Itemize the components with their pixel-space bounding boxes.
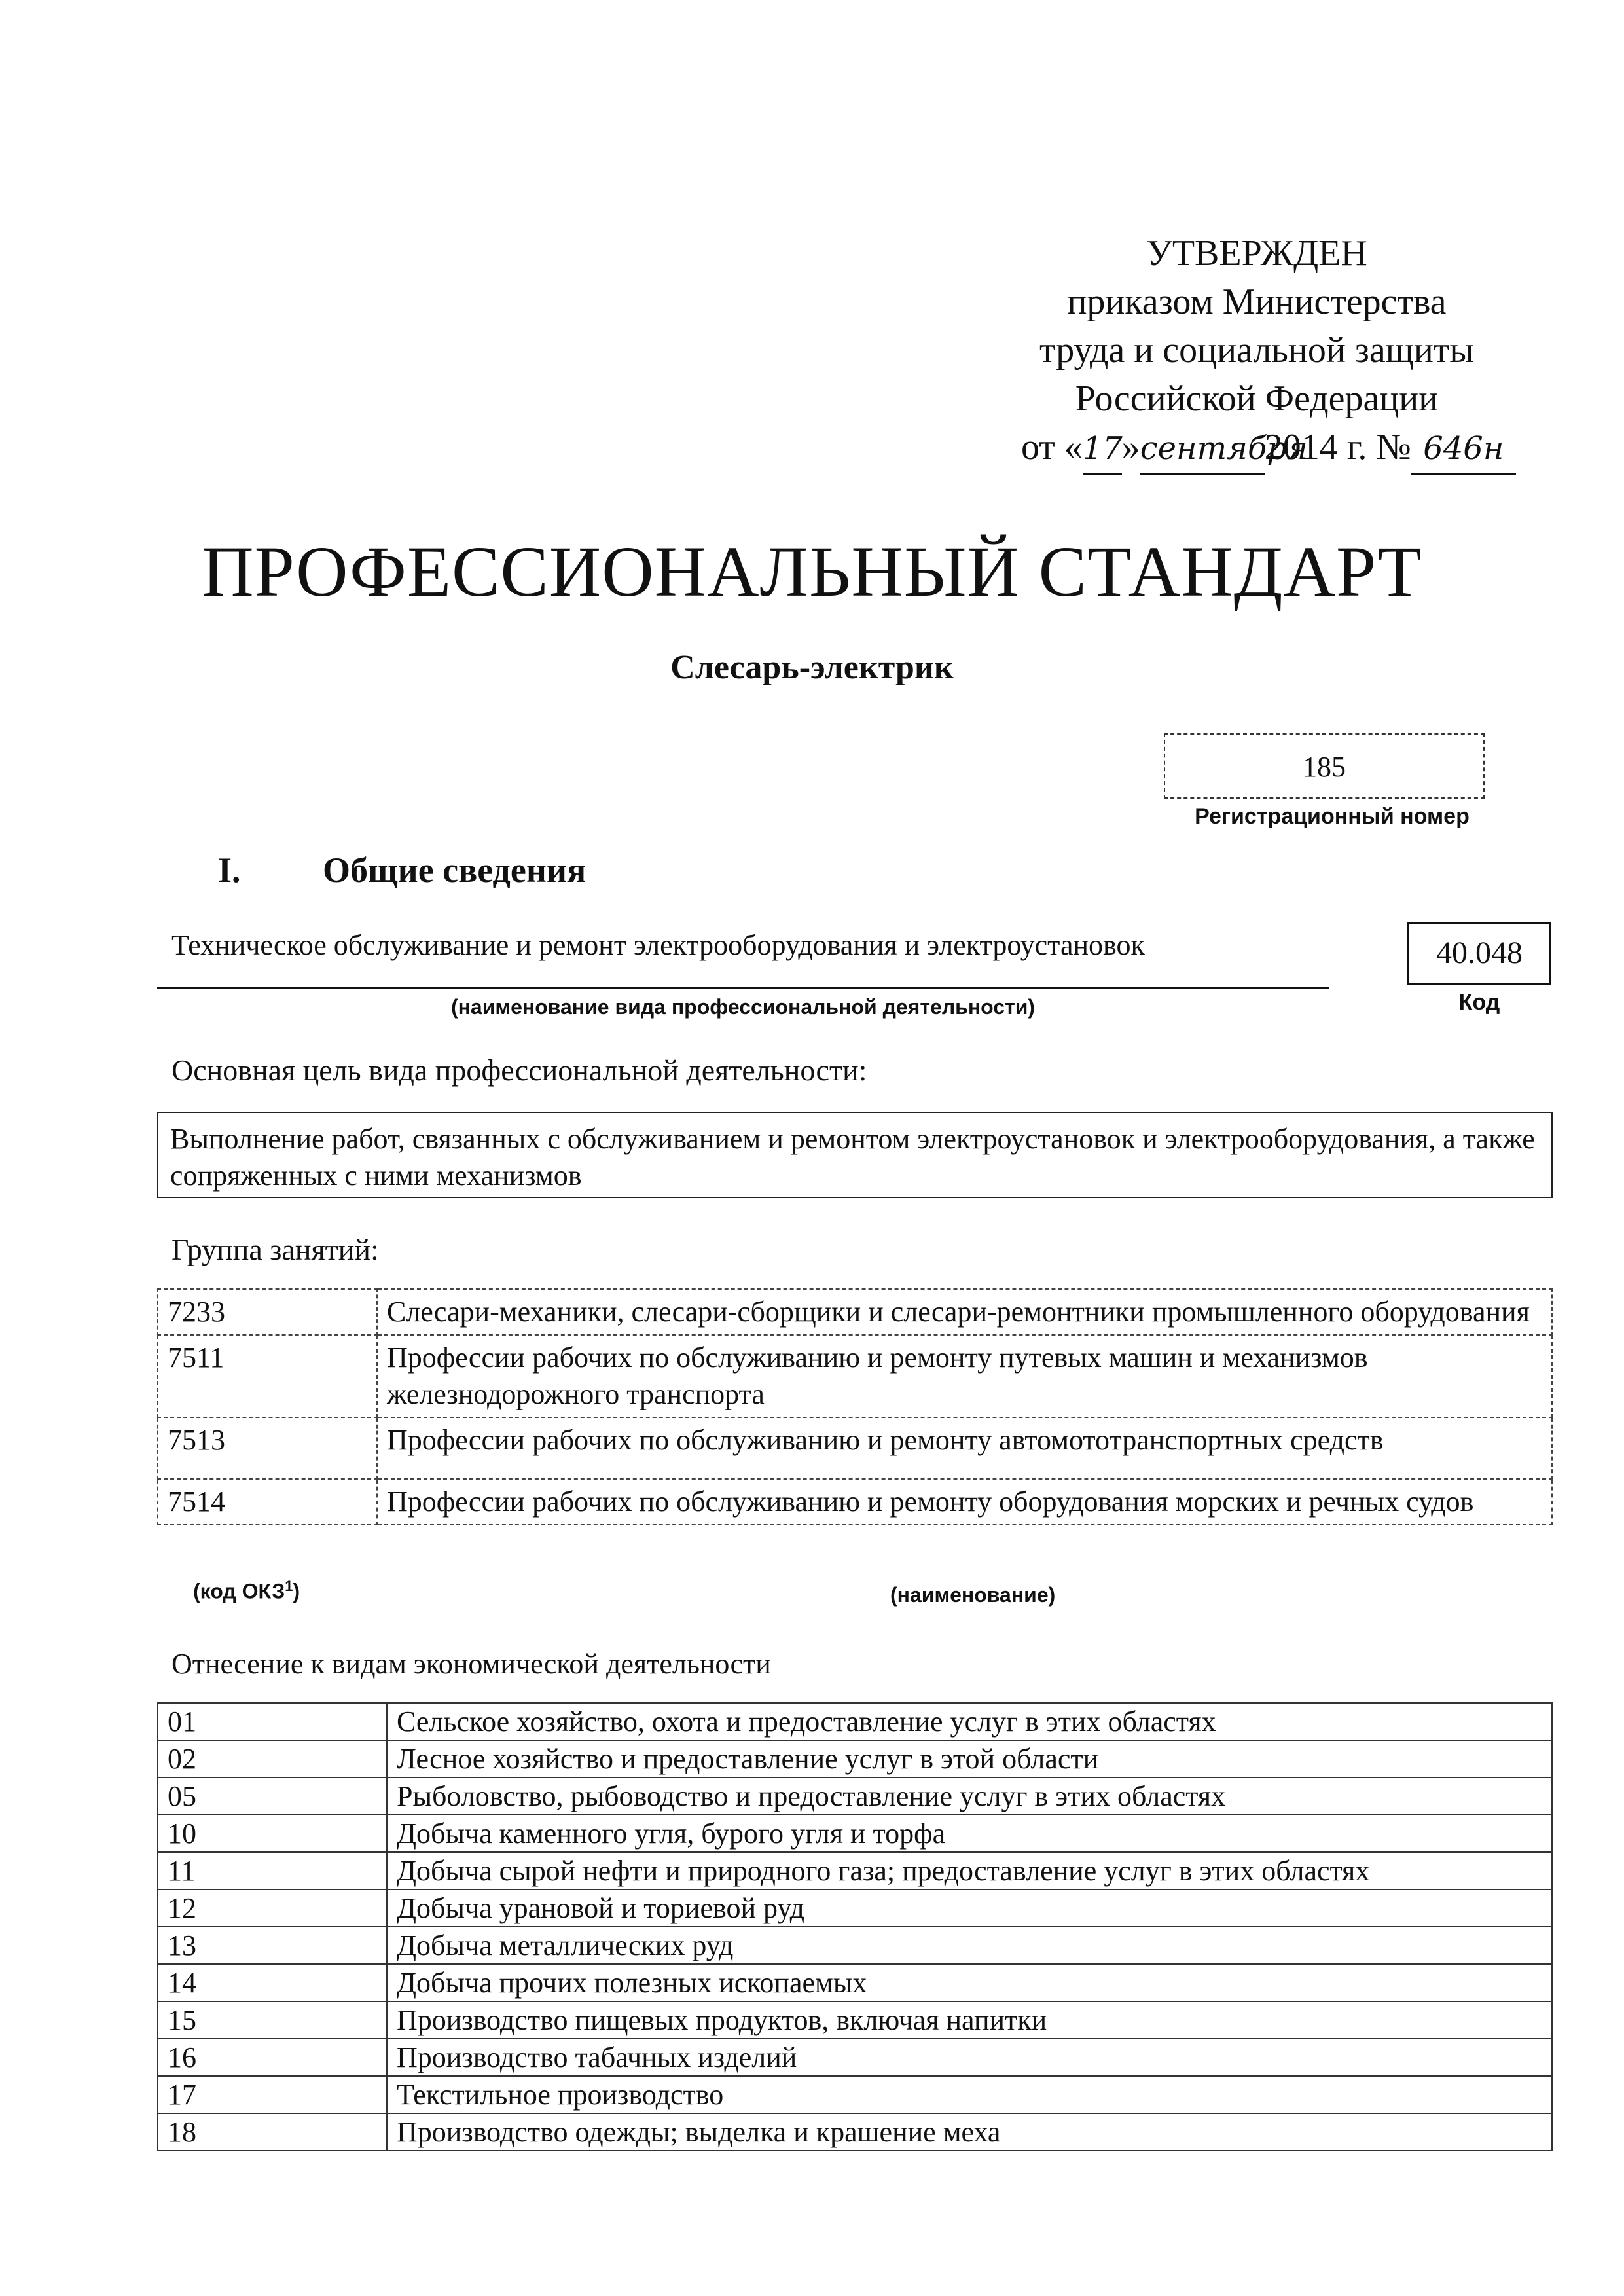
okved-name: Добыча урановой и ториевой руд [387, 1889, 1552, 1927]
okved-code: 05 [158, 1777, 387, 1815]
okved-code: 14 [158, 1964, 387, 2001]
registration-number-label: Регистрационный номер [1195, 804, 1470, 829]
occupation-code: 7514 [158, 1479, 377, 1525]
approval-line-1: УТВЕРЖДЕН [1146, 233, 1367, 274]
table-row [158, 1889, 1552, 1927]
table-row [158, 2076, 1552, 2113]
date-mid: » [1121, 427, 1140, 467]
table-row [158, 1815, 1552, 1852]
table-row [158, 2113, 1552, 2151]
profession-name: Слесарь-электрик [670, 649, 954, 686]
okved-code: 02 [158, 1740, 387, 1777]
okved-name: Рыболовство, рыбоводство и предоставление услуг в этих областях [387, 1777, 1552, 1815]
table-row [158, 1703, 1552, 1740]
okved-code: 18 [158, 2113, 387, 2151]
occupation-name-caption: (наименование) [890, 1583, 1056, 1607]
occupation-code-caption-text: (код ОКЗ [193, 1579, 285, 1603]
okved-code: 01 [158, 1703, 387, 1740]
approval-block [1021, 229, 1504, 475]
okved-code: 10 [158, 1815, 387, 1852]
goal-label: Основная цель вида профессиональной деятельности: [171, 1053, 867, 1087]
okved-code: 11 [158, 1852, 387, 1889]
table-row [158, 2039, 1552, 2076]
occupation-name: Слесари-механики, слесари-сборщики и слесари-ремонтники промышленного оборудования [377, 1289, 1552, 1335]
table-row [158, 1417, 1552, 1479]
section-title: Общие сведения [323, 850, 586, 890]
okved-code: 17 [158, 2076, 387, 2113]
date-month-handwritten: сентября [1140, 424, 1265, 475]
okved-name: Лесное хозяйство и предоставление услуг в этой области [387, 1740, 1552, 1777]
occupation-code: 7513 [158, 1417, 377, 1479]
table-row [158, 1927, 1552, 1964]
activity-caption: (наименование вида профессиональной деятельности) [450, 995, 1036, 1019]
okved-name: Производство одежды; выделка и крашение меха [387, 2113, 1552, 2151]
okved-code: 13 [158, 1927, 387, 1964]
approval-line-2: приказом Министерства [1067, 282, 1447, 322]
okved-name: Добыча сырой нефти и природного газа; предоставление услуг в этих областях [387, 1852, 1552, 1889]
table-row [158, 1740, 1552, 1777]
activity-code-box: 40.048 [1407, 922, 1551, 985]
occupation-name: Профессии рабочих по обслуживанию и ремонту автомототранспортных средств [377, 1417, 1552, 1479]
occupation-code: 7511 [158, 1335, 377, 1417]
occupation-code-caption [193, 1578, 300, 1604]
table-row [158, 1335, 1552, 1417]
okved-code: 12 [158, 1889, 387, 1927]
occupation-code-caption-end: ) [293, 1579, 300, 1603]
table-row [158, 1777, 1552, 1815]
activity-code-label: Код [1458, 990, 1500, 1015]
occupation-table [157, 1288, 1553, 1525]
approval-line-4: Российской Федерации [1075, 378, 1439, 419]
table-row [158, 1852, 1552, 1889]
table-row [158, 1964, 1552, 2001]
okved-name: Производство табачных изделий [387, 2039, 1552, 2076]
date-day-handwritten: 17 [1083, 424, 1122, 475]
table-row [158, 1479, 1552, 1525]
okved-code: 16 [158, 2039, 387, 2076]
okved-name: Текстильное производство [387, 2076, 1552, 2113]
occupation-code: 7233 [158, 1289, 377, 1335]
occupation-name: Профессии рабочих по обслуживанию и ремонту путевых машин и механизмов железнодорожного транспорта [377, 1335, 1552, 1417]
occupation-name: Профессии рабочих по обслуживанию и ремонту оборудования морских и речных судов [377, 1479, 1552, 1525]
order-number-handwritten: 646н [1411, 424, 1516, 475]
okved-name: Добыча металлических руд [387, 1927, 1552, 1964]
economic-activity-label: Отнесение к видам экономической деятельности [171, 1648, 771, 1680]
okved-name: Добыча каменного угля, бурого угля и торфа [387, 1815, 1552, 1852]
okved-name: Сельское хозяйство, охота и предоставление услуг в этих областях [387, 1703, 1552, 1740]
okved-name: Производство пищевых продуктов, включая напитки [387, 2001, 1552, 2039]
goal-box: Выполнение работ, связанных с обслуживанием и ремонтом электроустановок и электрооборудования, а также сопряженных с ними механизмов [157, 1112, 1553, 1198]
date-prefix: от « [1021, 427, 1083, 467]
occupation-group-label: Группа занятий: [171, 1233, 379, 1266]
approval-line-3: труда и социальной защиты [1039, 330, 1474, 371]
okved-code: 15 [158, 2001, 387, 2039]
okved-name: Добыча прочих полезных ископаемых [387, 1964, 1552, 2001]
approval-date-line [1021, 423, 1504, 475]
table-row [158, 2001, 1552, 2039]
activity-underline [157, 987, 1329, 989]
footnote-marker: 1 [285, 1578, 293, 1594]
activity-name: Техническое обслуживание и ремонт электрооборудования и электроустановок [171, 929, 1145, 961]
registration-number-box: 185 [1164, 733, 1485, 799]
economic-activity-table [157, 1702, 1553, 2151]
table-row [158, 1289, 1552, 1335]
section-number: I. [218, 850, 241, 890]
date-year: 2014 г. № [1264, 427, 1411, 467]
document-title: ПРОФЕССИОНАЛЬНЫЙ СТАНДАРТ [202, 532, 1422, 611]
